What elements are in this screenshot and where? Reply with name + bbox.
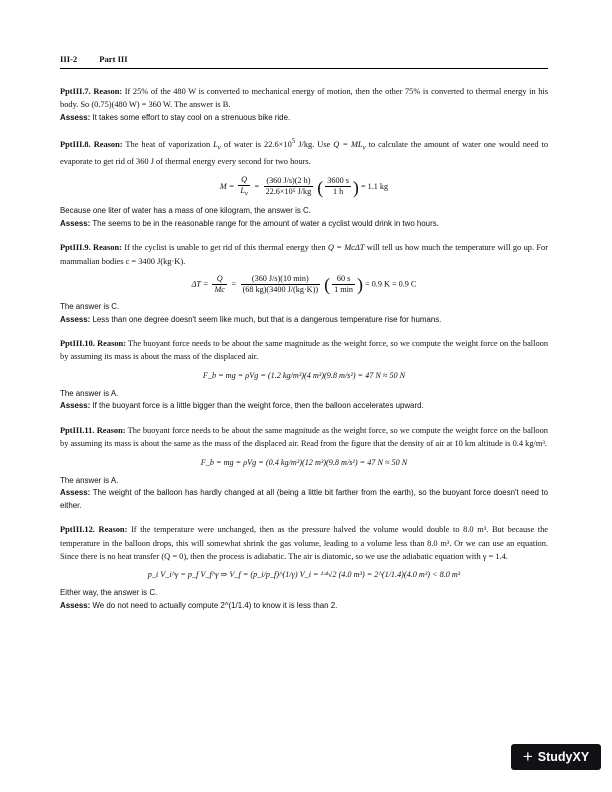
assess-paragraph	[60, 112, 548, 125]
assess-label: Assess:	[60, 600, 91, 610]
equation: ΔT = $\frac{Q}{Mc}$ = $\frac{(360 J/s)(10 \min)}{(68 kg)(3400 J/(kg\cdot K))}$ ( $\frac{60 s}{1 \min}$ ) = 0.9 K = 0.9 C	[191, 274, 417, 295]
reason-text: to calculate the amount of water one would need to evaporate to get rid of 360 J of thermal energy every second for two hours.	[60, 140, 549, 167]
lv-symbol: L	[213, 140, 218, 150]
reason-label: Reason:	[93, 243, 122, 253]
reason-label: Reason:	[93, 140, 123, 150]
reason-text: J/kg. Use	[298, 140, 331, 150]
assess-text: Less than one degree doesn't seem like much, but that is a dangerous temperature rise for humans.	[92, 314, 442, 324]
problem-id: PptIII.8.	[60, 140, 91, 150]
page-header	[60, 54, 548, 69]
reason-label: Reason:	[97, 339, 126, 349]
reason-text: of water is	[223, 140, 262, 150]
eq-lhs: ΔT =	[191, 279, 209, 289]
denominator: 22.6×10⁵ J/kg	[265, 187, 312, 197]
assess-paragraph	[60, 600, 548, 613]
lv-exponent: 5	[291, 137, 296, 146]
reason-text: The buoyant force needs to be about the same magnitude as the weight force, so we compute the weight force on the balloon by assuming its mass is about the mass of the displaced air.	[60, 339, 549, 362]
denominator: Mc	[214, 285, 225, 295]
problem-7	[60, 85, 548, 124]
numerator: 3600 s	[327, 176, 349, 186]
answer-line: The answer is C.	[60, 302, 120, 312]
part-title: Part III	[99, 54, 128, 64]
specific-heat-value: c = 3400 J(kg·K).	[125, 256, 186, 266]
fraction	[238, 175, 250, 200]
numerator: (360 J/s)(2 h)	[264, 176, 314, 187]
inline-equation: Q = McΔT	[327, 243, 365, 253]
reason-text: If the cyclist is unable to get rid of this thermal energy then	[124, 243, 326, 253]
reason-paragraph	[60, 523, 548, 563]
numerator: 60 s	[332, 274, 355, 285]
document-page	[60, 54, 548, 612]
reason-label: Reason:	[93, 87, 123, 96]
eq-result: = 0.9 K = 0.9 C	[365, 279, 417, 289]
assess-label: Assess:	[60, 488, 91, 498]
reason-label: Reason:	[96, 425, 126, 435]
answer-line: The answer is A.	[60, 475, 119, 485]
equation: p_i V_i^γ = p_f V_f^γ ⇒ V_f = (p_i/p_f)^(1/γ) V_i = ¹·⁴√2 (4.0 m³) = 2^(1/1.4)(4.0 m³) < 8.0 m³	[147, 570, 461, 580]
assess-label: Assess:	[60, 401, 91, 411]
lv-value: 22.6×10	[264, 140, 292, 150]
reason-paragraph	[60, 135, 548, 168]
denominator: 1 h	[332, 187, 344, 197]
eq-lhs: M =	[219, 181, 235, 191]
answer-line: Either way, the answer is C.	[60, 588, 158, 598]
lv-subscript: v	[217, 143, 221, 152]
assess-label: Assess:	[60, 112, 91, 122]
reason-text: If the temperature were unchanged, then as the pressure halved the volume would double to 8.0 m³. But because the temperature in the balloon drops, this will somewhat shrink the gas volume, leading to a volume less than 8.0 m³. Or we can use an equation. Since there is no heat transfer (Q = 0), then the process is adiabatic. The air is diatomic, so we use the adiabatic equation with γ = 1.4.	[60, 525, 549, 561]
problem-11	[60, 424, 548, 512]
assess-label: Assess:	[60, 218, 91, 228]
numerator: Q	[212, 274, 226, 285]
denominator: L	[240, 185, 245, 195]
inline-equation: Q = ML	[333, 140, 363, 150]
assess-text: It takes some effort to stay cool on a strenuous bike ride.	[92, 112, 291, 122]
problem-id: PptIII.12.	[60, 525, 95, 535]
fraction	[241, 274, 321, 295]
equation: M = $\frac{Q}{L_v}$ = $\frac{(360 J/s)(2 h)}{\text{22.6×10⁵ J/kg}}$ ( $\frac{3600 s}{1 h}$ ) = 1.1 kg	[219, 174, 389, 198]
reason-paragraph	[60, 85, 548, 112]
problem-id: PptIII.9.	[60, 243, 91, 253]
brand-name: StudyXY	[537, 750, 590, 764]
reason-paragraph	[60, 424, 548, 451]
assess-paragraph	[60, 314, 548, 327]
assess-text: The weight of the balloon has hardly changed at all (being a little bit farther from the earth), so the buoyant force doesn't need to either.	[60, 488, 548, 510]
denominator: 1 min	[334, 285, 353, 295]
assess-paragraph	[60, 218, 548, 231]
reason-label: Reason:	[98, 525, 128, 535]
eq-result: = 1.1 kg	[360, 181, 389, 191]
reason-text: The buoyant force needs to be about the same magnitude as the weight force, so we compute the weight force on the balloon by assuming its mass is about the same as the mass of the displaced air. Read from the figure that the density of air at 10 km altitude is 0.4 kg/m³.	[60, 425, 548, 449]
assess-paragraph	[60, 400, 548, 413]
page-number: III-2	[60, 54, 78, 64]
equation: F_b = mg = ρVg = (1.2 kg/m³)(4 m³)(9.8 m/s²) = 47 N ≈ 50 N	[202, 370, 406, 380]
denominator: (68 kg)(3400 J/(kg·K))	[242, 285, 319, 295]
reason-text: will tell us how much the temperature will go up. For mammalian bodies	[60, 243, 549, 266]
assess-text: We do not need to actually compute 2^(1/1.4) to know it is less than 2.	[92, 600, 338, 610]
fraction	[325, 176, 351, 197]
eq-sign: =	[230, 279, 237, 289]
studyxy-logo[interactable]	[511, 744, 601, 770]
fraction	[264, 176, 314, 197]
reason-text: If 25% of the 480 W is converted to mechanical energy of motion, then the other 75% is converted to thermal energy in his body. So (0.75)(480 W) = 360 W. The answer is B.	[60, 87, 549, 110]
assess-text: The seems to be in the reasonable range for the amount of water a cyclist would drink in two hours.	[92, 218, 439, 228]
reason-paragraph	[60, 241, 548, 268]
denominator-subscript: v	[244, 190, 248, 198]
numerator: Q	[238, 175, 250, 186]
fraction	[212, 274, 226, 295]
equation: F_b = mg = ρVg = (0.4 kg/m³)(12 m³)(9.8 m/s²) = 47 N ≈ 50 N	[200, 457, 408, 467]
problem-9	[60, 241, 548, 326]
answer-line: The answer is A.	[60, 388, 119, 398]
plus-icon: +	[522, 747, 533, 766]
problem-id: PptIII.11.	[60, 425, 95, 435]
reason-paragraph	[60, 337, 548, 364]
problem-id: PptIII.10.	[60, 339, 95, 349]
problem-10	[60, 337, 548, 413]
assess-label: Assess:	[60, 314, 91, 324]
numerator: (360 J/s)(10 min)	[241, 274, 321, 285]
reason-text: The heat of vaporization	[125, 140, 211, 150]
inline-equation-subscript: v	[362, 143, 366, 152]
eq-sign: =	[253, 181, 260, 191]
problem-id: PptIII.7.	[60, 87, 91, 96]
fraction	[332, 274, 355, 295]
assess-paragraph	[60, 487, 548, 512]
problem-12	[60, 523, 548, 612]
problem-8	[60, 135, 548, 230]
assess-text: If the buoyant force is a little bigger than the weight force, then the balloon accelerates upward.	[92, 401, 424, 411]
answer-line: Because one liter of water has a mass of one kilogram, the answer is C.	[60, 206, 311, 216]
